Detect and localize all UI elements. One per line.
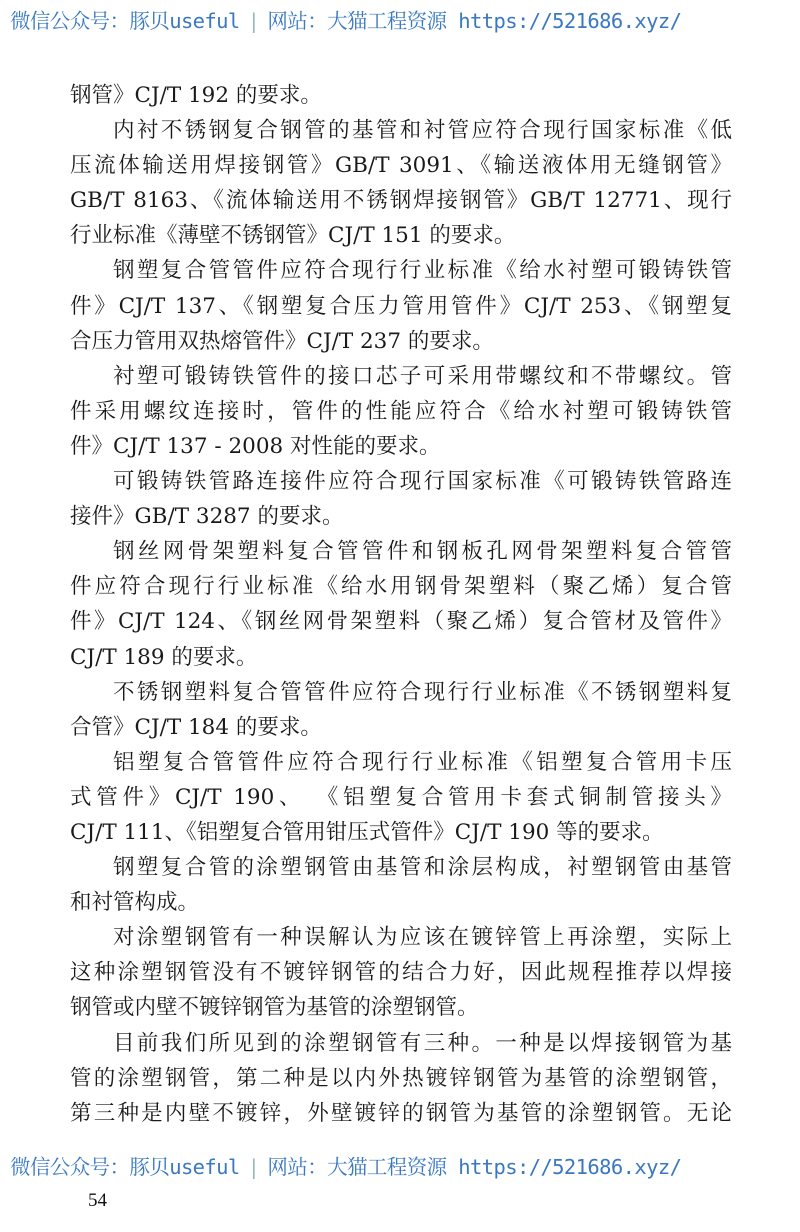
text-line: 接件》GB/T 3287 的要求。	[70, 504, 344, 530]
text-line: 件采用螺纹连接时，管件的性能应符合《给水衬塑可锻铸铁管	[70, 398, 732, 424]
text-line: GB/T 8163、《流体输送用不锈钢焊接钢管》GB/T 12771、现行	[70, 188, 732, 214]
watermark-wechat: 微信公众号：豚贝useful	[10, 1155, 240, 1179]
text-line: CJ/T 189 的要求。	[70, 644, 258, 670]
text-line: 钢塑复合管管件应符合现行行业标准《给水衬塑可锻铸铁管	[113, 258, 732, 284]
paragraph	[70, 745, 732, 850]
text-line: 合压力管用双热熔管件》CJ/T 237 的要求。	[70, 328, 494, 354]
paragraph	[70, 534, 732, 674]
watermark-separator: |	[247, 9, 260, 33]
paragraph	[70, 253, 732, 358]
paragraph	[70, 78, 732, 113]
watermark-wechat: 微信公众号：豚贝useful	[10, 9, 240, 33]
text-line: 对涂塑钢管有一种误解认为应该在镀锌管上再涂塑，实际上	[113, 925, 732, 951]
text-line: CJ/T 111、《铝塑复合管用钳压式管件》CJ/T 190 等的要求。	[70, 819, 664, 845]
text-line: 件》CJ/T 124、《钢丝网骨架塑料（聚乙烯）复合管材及管件》	[70, 609, 732, 635]
text-line: 管的涂塑钢管，第二种是以内外热镀锌钢管为基管的涂塑钢管，	[70, 1065, 732, 1091]
text-line: 件应符合现行行业标准《给水用钢骨架塑料（聚乙烯）复合管	[70, 574, 732, 600]
watermark-separator: |	[247, 1155, 260, 1179]
paragraph	[70, 675, 732, 745]
watermark-header	[10, 4, 800, 34]
text-line: 和衬管构成。	[70, 890, 200, 916]
watermark-website: 网站：大猫工程资源 https://521686.xyz/	[267, 9, 682, 33]
paragraph	[70, 464, 732, 534]
text-line: 这种涂塑钢管没有不镀锌钢管的结合力好，因此规程推荐以焊接	[70, 960, 732, 986]
paragraph	[70, 850, 732, 920]
text-line: 第三种是内壁不镀锌，外壁镀锌的钢管为基管的涂塑钢管。无论	[70, 1100, 732, 1126]
paragraph	[70, 113, 732, 253]
text-line: 行业标准《薄壁不锈钢管》CJ/T 151 的要求。	[70, 223, 516, 249]
watermark-website: 网站：大猫工程资源 https://521686.xyz/	[267, 1155, 682, 1179]
text-line: 铝塑复合管管件应符合现行行业标准《铝塑复合管用卡压	[113, 749, 732, 775]
text-line: 目前我们所见到的涂塑钢管有三种。一种是以焊接钢管为基	[113, 1030, 732, 1056]
paragraph	[70, 1026, 732, 1131]
text-line: 式管件》CJ/T 190、 《铝塑复合管用卡套式铜制管接头》	[70, 784, 732, 810]
text-line: 件》CJ/T 137、《钢塑复合压力管用管件》CJ/T 253、《钢塑复	[70, 293, 732, 319]
text-line: 不锈钢塑料复合管管件应符合现行行业标准《不锈钢塑料复	[113, 679, 732, 705]
text-line: 合管》CJ/T 184 的要求。	[70, 714, 322, 740]
text-line: 钢丝网骨架塑料复合管管件和钢板孔网骨架塑料复合管管	[113, 539, 732, 565]
text-line: 压流体输送用焊接钢管》GB/T 3091、《输送液体用无缝钢管》	[70, 153, 732, 179]
page-number: 54	[88, 1190, 107, 1211]
text-line: 钢塑复合管的涂塑钢管由基管和涂层构成，衬塑钢管由基管	[113, 855, 732, 881]
text-line: 可锻铸铁管路连接件应符合现行国家标准《可锻铸铁管路连	[113, 469, 732, 495]
text-line: 衬塑可锻铸铁管件的接口芯子可采用带螺纹和不带螺纹。管	[113, 363, 732, 389]
text-line: 钢管或内壁不镀锌钢管为基管的涂塑钢管。	[70, 995, 479, 1021]
document-body	[70, 78, 732, 1131]
paragraph	[70, 920, 732, 1025]
paragraph	[70, 359, 732, 464]
text-line: 内衬不锈钢复合钢管的基管和衬管应符合现行国家标准《低	[113, 118, 732, 144]
watermark-footer	[10, 1150, 800, 1180]
text-line: 件》CJ/T 137 - 2008 对性能的要求。	[70, 433, 441, 459]
text-line: 钢管》CJ/T 192 的要求。	[70, 83, 322, 108]
